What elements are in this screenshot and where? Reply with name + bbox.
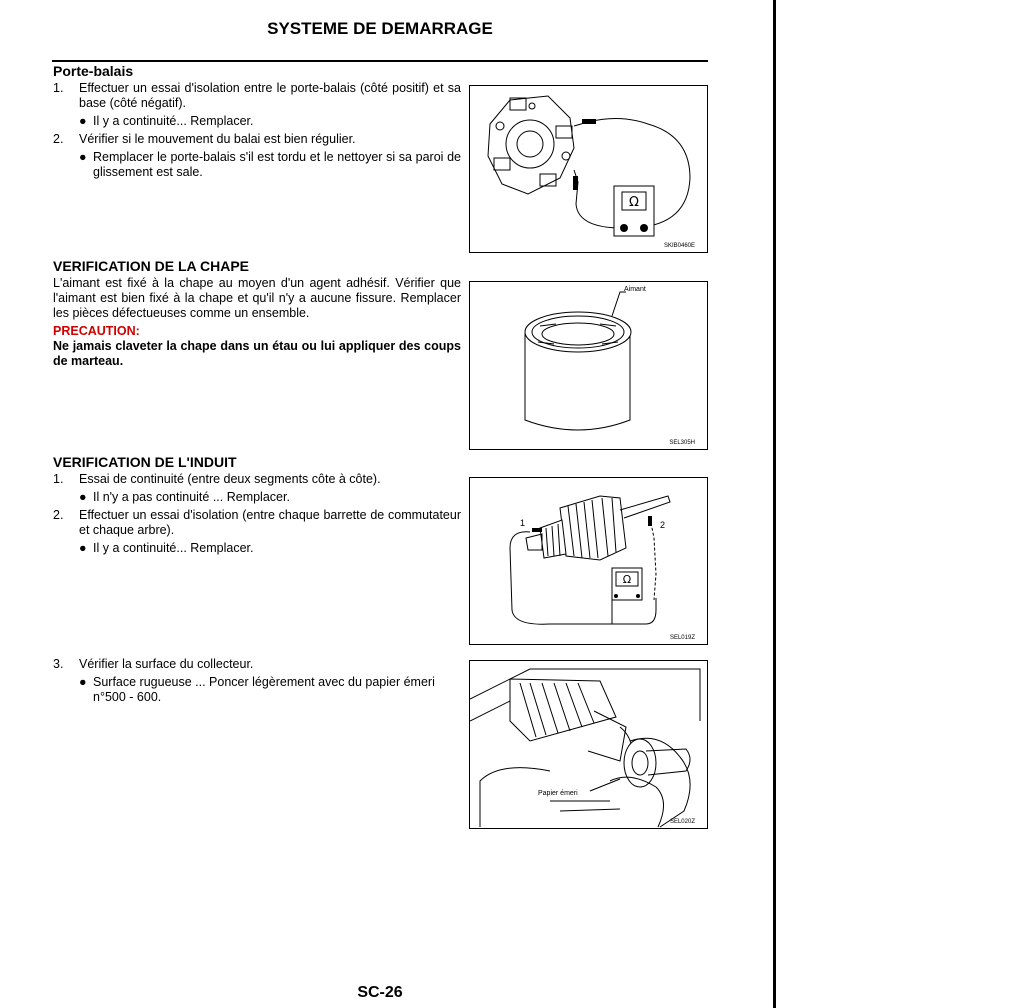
- brush-holder-diagram: [470, 86, 707, 252]
- step-text: Essai de continuité (entre deux segments côte à côte).: [79, 472, 381, 486]
- bullet-icon: ●: [79, 541, 87, 555]
- ohm-symbol-icon: Ω: [622, 573, 632, 586]
- page-title: SYSTEME DE DEMARRAGE: [267, 19, 493, 38]
- step-2: [53, 132, 461, 147]
- bullet-item: [53, 150, 461, 180]
- section-heading: Porte-balais: [53, 63, 134, 79]
- step-number: 2.: [53, 132, 64, 146]
- section-heading: VERIFICATION DE LA CHAPE: [53, 258, 250, 274]
- step-number: 1.: [53, 472, 64, 486]
- title-divider: [52, 60, 708, 62]
- step-1: [53, 472, 461, 487]
- bullet-icon: ●: [79, 490, 87, 504]
- lead-2-label: 2: [660, 520, 666, 530]
- bullet-item: [53, 114, 461, 129]
- lead-1-label: 1: [520, 518, 526, 528]
- step-text: Effectuer un essai d'isolation entre le porte-balais (côté positif) et sa base (côté négatif).: [79, 81, 461, 110]
- section-heading: VERIFICATION DE L'INDUIT: [53, 454, 237, 470]
- step-text: Vérifier la surface du collecteur.: [79, 657, 254, 671]
- step-2: [53, 508, 461, 538]
- figure-code: SEL305H: [669, 440, 695, 446]
- figure-code: SKIB0460E: [663, 243, 695, 249]
- bullet-text: Il y a continuité... Remplacer.: [93, 541, 254, 555]
- emery-paper-label: Papier émeri: [538, 790, 578, 797]
- precaution-label: PRECAUTION:: [53, 324, 140, 338]
- page-number: SC-26: [357, 984, 403, 1001]
- step-text: Effectuer un essai d'isolation (entre chaque barrette de commutateur et chaque arbre).: [79, 508, 461, 537]
- step-number: 2.: [53, 508, 64, 522]
- step-1: [53, 81, 461, 111]
- ohm-symbol-icon: Ω: [629, 195, 639, 210]
- commutator-diagram: [470, 661, 707, 828]
- figure-commutator-sanding: [469, 660, 708, 829]
- yoke-diagram: [470, 282, 707, 449]
- step-3: [53, 657, 461, 672]
- magnet-label: Aimant: [624, 286, 646, 293]
- step-number: 3.: [53, 657, 64, 671]
- figure-code: SEL020Z: [669, 819, 695, 825]
- precaution-text: Ne jamais claveter la chape dans un étau ou lui appliquer des coups de marteau.: [53, 339, 461, 368]
- step-text: Vérifier si le mouvement du balai est bien régulier.: [79, 132, 356, 146]
- figure-code: SEL019Z: [669, 635, 695, 641]
- bullet-text: Il n'y a pas continuité ... Remplacer.: [93, 490, 290, 504]
- section-paragraph: L'aimant est fixé à la chape au moyen d'un agent adhésif. Vérifier que l'aimant est bien fixé à la chape et qu'il n'y a aucune fissure. Remplacer les pièces défectueuses comme un ensemble.: [53, 276, 461, 320]
- section-porte-balais: [53, 64, 461, 183]
- bullet-icon: ●: [79, 114, 87, 128]
- section-induit-step-3: [53, 657, 461, 708]
- bullet-item: [53, 490, 461, 505]
- bullet-item: [53, 675, 461, 705]
- step-number: 1.: [53, 81, 64, 95]
- section-induit: [53, 455, 461, 559]
- bullet-text: Surface rugueuse ... Poncer légèrement avec du papier émeri n°500 - 600.: [93, 675, 435, 704]
- figure-brush-holder-test: [469, 85, 708, 253]
- bullet-icon: ●: [79, 675, 87, 689]
- section-chape: [53, 259, 461, 369]
- bullet-text: Remplacer le porte-balais s'il est tordu et le nettoyer si sa paroi de glissement est sale.: [93, 150, 461, 179]
- figure-yoke: [469, 281, 708, 450]
- bullet-item: [53, 541, 461, 556]
- armature-diagram: [470, 478, 707, 644]
- bullet-text: Il y a continuité... Remplacer.: [93, 114, 254, 128]
- figure-armature-test: [469, 477, 708, 645]
- page-edge-divider: [773, 0, 776, 1008]
- bullet-icon: ●: [79, 150, 87, 164]
